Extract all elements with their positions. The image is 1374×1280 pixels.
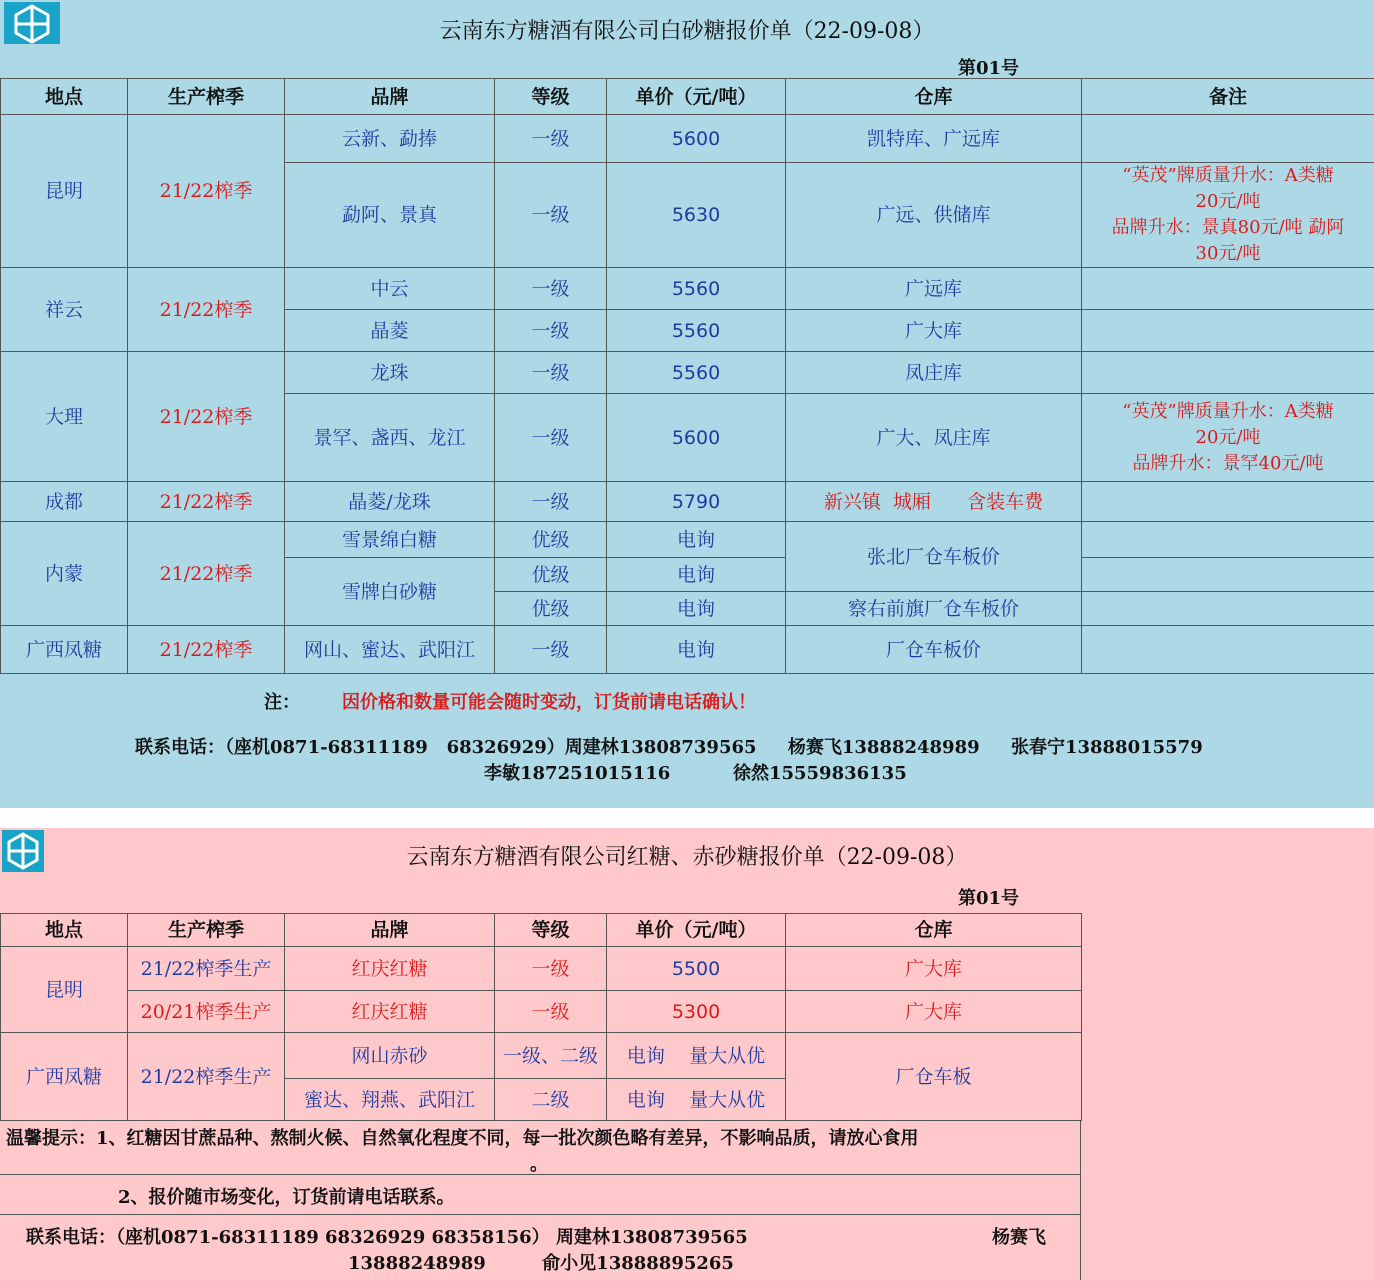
warehouse-cell: 厂仓车板价 (786, 626, 1082, 674)
location-cell: 广西凤糖 (1, 626, 128, 674)
table-row (1, 268, 1374, 310)
grade-cell: 优级 (495, 522, 607, 558)
grade-cell: 一级 (495, 482, 607, 522)
season-cell: 21/22榨季 (128, 626, 285, 674)
price-cell: 电询 (607, 558, 786, 592)
brand-cell: 网山赤砂 (285, 1033, 495, 1079)
brand-cell: 云新、勐捧 (285, 115, 495, 163)
remarks-cell (1082, 592, 1374, 626)
brown-sugar-price-table (0, 913, 1082, 1121)
location-cell: 昆明 (1, 947, 128, 1033)
sheet-title: 云南东方糖酒有限公司红糖、赤砂糖报价单（22-09-08） (406, 845, 968, 870)
header-price: 单价（元/吨） (607, 79, 786, 115)
grade-cell: 一级 (495, 394, 607, 482)
table-row (1, 522, 1374, 558)
header-location: 地点 (1, 79, 128, 115)
header-grade: 等级 (495, 914, 607, 947)
warehouse-cell: 新兴镇 城厢 含装车费 (786, 482, 1082, 522)
season-cell: 21/22榨季 (128, 482, 285, 522)
grade-cell: 一级 (495, 310, 607, 352)
table-row (1, 115, 1374, 163)
contact-line: 杨赛飞 (992, 1227, 1046, 1248)
brand-cell: 龙珠 (285, 352, 495, 394)
price-cell: 5500 (607, 947, 786, 991)
remarks-cell (1082, 522, 1374, 558)
white-sugar-price-table (0, 78, 1374, 674)
table-header-row (1, 79, 1374, 115)
tip-line: 。 (530, 1154, 548, 1175)
remark-line: “英茂”牌质量升水：A类糖 (1122, 165, 1334, 186)
note-text: 因价格和数量可能会随时变动，订货前请电话确认！ (342, 692, 756, 713)
price-cell: 5560 (607, 268, 786, 310)
grade-cell: 优级 (495, 558, 607, 592)
location-cell: 广西凤糖 (1, 1033, 128, 1121)
contact-line: 联系电话：（座机0871-68311189 68326929）周建林13808739565 杨赛飞13888248989 张春宁13888015579 (135, 737, 1203, 758)
brand-cell: 网山、蜜达、武阳江 (285, 626, 495, 674)
grade-cell: 一级 (495, 991, 607, 1033)
location-cell: 大理 (1, 352, 128, 482)
location-cell: 昆明 (1, 115, 128, 268)
price-cell: 电询 量大从优 (607, 1033, 786, 1079)
header-warehouse: 仓库 (786, 914, 1082, 947)
grade-cell: 二级 (495, 1079, 607, 1121)
warehouse-cell: 广大库 (786, 310, 1082, 352)
sheet-number: 第01号 (958, 888, 1020, 909)
warehouse-cell: 广远、供储库 (786, 163, 1082, 268)
tip-line: 2、报价随市场变化，订货前请电话联系。 (118, 1187, 455, 1208)
price-cell: 5560 (607, 352, 786, 394)
brand-cell: 景罕、盏西、龙江 (285, 394, 495, 482)
tip-line: 温馨提示：1、红糖因甘蔗品种、熬制火候、自然氧化程度不同，每一批次颜色略有差异，不影响品质，请放心食用 (6, 1128, 919, 1149)
season-cell: 20/21榨季生产 (128, 991, 285, 1033)
remark-line: 品牌升水：景真80元/吨 勐阿 (1111, 217, 1345, 238)
season-cell: 21/22榨季生产 (128, 1033, 285, 1121)
location-cell: 成都 (1, 482, 128, 522)
table-row (1, 352, 1374, 394)
warehouse-cell: 凤庄库 (786, 352, 1082, 394)
note-label: 注： (264, 692, 300, 713)
brand-cell: 勐阿、景真 (285, 163, 495, 268)
season-cell: 21/22榨季 (128, 115, 285, 268)
remark-line: 品牌升水：景罕40元/吨 (1132, 452, 1324, 474)
location-cell: 祥云 (1, 268, 128, 352)
remarks-cell (1082, 268, 1374, 310)
remarks-cell (1082, 163, 1374, 268)
brand-cell: 中云 (285, 268, 495, 310)
remarks-cell (1082, 115, 1374, 163)
table-row (1, 1033, 1082, 1079)
brand-cell: 晶菱/龙珠 (285, 482, 495, 522)
table-row (1, 626, 1374, 674)
grade-cell: 一级 (495, 268, 607, 310)
warehouse-cell: 广大、凤庄库 (786, 394, 1082, 482)
brand-cell: 晶菱 (285, 310, 495, 352)
remarks-cell (1082, 352, 1374, 394)
price-cell: 电询 (607, 592, 786, 626)
brown-sugar-quote-sheet (0, 828, 1374, 1280)
grade-cell: 优级 (495, 592, 607, 626)
warehouse-cell: 厂仓车板 (786, 1033, 1082, 1121)
header-location: 地点 (1, 914, 128, 947)
remark-line: 30元/吨 (1195, 243, 1261, 264)
season-cell: 21/22榨季 (128, 522, 285, 626)
header-season: 生产榨季 (128, 79, 285, 115)
price-cell: 5630 (607, 163, 786, 268)
brand-cell: 蜜达、翔燕、武阳江 (285, 1079, 495, 1121)
grade-cell: 一级 (495, 115, 607, 163)
header-brand: 品牌 (285, 914, 495, 947)
grade-cell: 一级 (495, 163, 607, 268)
price-cell: 电询 (607, 626, 786, 674)
season-cell: 21/22榨季 (128, 268, 285, 352)
remarks-cell (1082, 394, 1374, 482)
table-row (1, 482, 1374, 522)
sheet-title: 云南东方糖酒有限公司白砂糖报价单（22-09-08） (439, 19, 935, 44)
warehouse-cell: 广远库 (786, 268, 1082, 310)
grade-cell: 一级 (495, 352, 607, 394)
warehouse-cell: 凯特库、广远库 (786, 115, 1082, 163)
warehouse-cell: 张北厂仓车板价 (786, 522, 1082, 592)
warehouse-cell: 察右前旗厂仓车板价 (786, 592, 1082, 626)
warehouse-cell: 广大库 (786, 947, 1082, 991)
remarks-cell (1082, 310, 1374, 352)
location-cell: 内蒙 (1, 522, 128, 626)
remarks-cell (1082, 626, 1374, 674)
price-cell: 电询 量大从优 (607, 1079, 786, 1121)
brand-cell: 雪牌白砂糖 (285, 558, 495, 626)
price-cell: 5600 (607, 115, 786, 163)
price-cell: 5600 (607, 394, 786, 482)
season-cell: 21/22榨季 (128, 352, 285, 482)
season-cell: 21/22榨季生产 (128, 947, 285, 991)
header-remarks: 备注 (1082, 79, 1374, 115)
price-cell: 5300 (607, 991, 786, 1033)
table-row (1, 991, 1082, 1033)
contact-line: 13888248989 俞小见13888895265 (348, 1253, 734, 1274)
header-grade: 等级 (495, 79, 607, 115)
price-cell: 5560 (607, 310, 786, 352)
sheet-number: 第01号 (958, 58, 1020, 79)
remark-line: “英茂”牌质量升水：A类糖 (1122, 400, 1334, 422)
brand-cell: 雪景绵白糖 (285, 522, 495, 558)
warehouse-cell: 广大库 (786, 991, 1082, 1033)
table-row (1, 947, 1082, 991)
remarks-cell (1082, 558, 1374, 592)
remarks-cell (1082, 482, 1374, 522)
contact-line: 李敏187251015116 徐然15559836135 (484, 763, 907, 784)
brand-cell: 红庆红糖 (285, 947, 495, 991)
grade-cell: 一级、二级 (495, 1033, 607, 1079)
remark-line: 20元/吨 (1195, 191, 1261, 212)
remark-line: 20元/吨 (1195, 426, 1261, 448)
price-cell: 电询 (607, 522, 786, 558)
header-warehouse: 仓库 (786, 79, 1082, 115)
divider (0, 1214, 1080, 1215)
brand-cell: 红庆红糖 (285, 991, 495, 1033)
contact-line: 联系电话：（座机0871-68311189 68326929 68358156） 周建林13808739565 (26, 1227, 748, 1248)
header-season: 生产榨季 (128, 914, 285, 947)
table-header-row (1, 914, 1082, 947)
price-cell: 5790 (607, 482, 786, 522)
header-brand: 品牌 (285, 79, 495, 115)
grade-cell: 一级 (495, 947, 607, 991)
header-price: 单价（元/吨） (607, 914, 786, 947)
sheet-divider (0, 808, 1374, 828)
grade-cell: 一级 (495, 626, 607, 674)
